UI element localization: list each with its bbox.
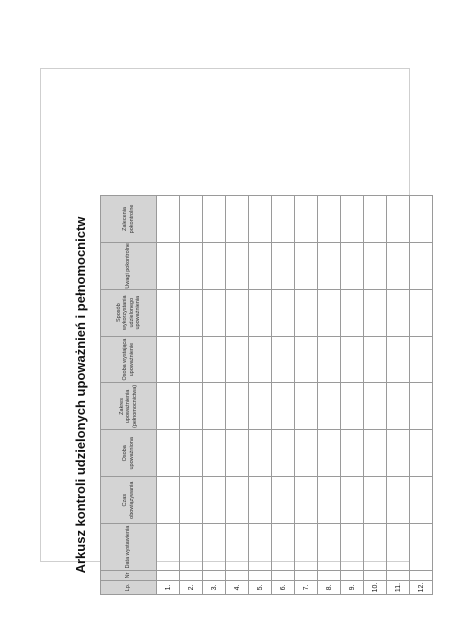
cell-uwagi[interactable] (341, 242, 364, 289)
header-row (101, 196, 157, 595)
cell-sposob[interactable] (157, 289, 180, 336)
cell-nr[interactable] (157, 571, 180, 581)
cell-wystawiajaca[interactable] (272, 336, 295, 383)
cell-wystawiajaca[interactable] (157, 336, 180, 383)
header-zalecenia-pokontrolne: Zalecenia pokontrolne (101, 196, 157, 243)
cell-uwagi[interactable] (295, 242, 318, 289)
cell-uwagi[interactable] (387, 242, 410, 289)
cell-sposob[interactable] (203, 289, 226, 336)
table-row (364, 196, 387, 595)
cell-osoba[interactable] (387, 430, 410, 477)
cell-uwagi[interactable] (249, 242, 272, 289)
row-number: 4. (226, 581, 249, 595)
cell-czas[interactable] (387, 477, 410, 524)
cell-czas[interactable] (157, 477, 180, 524)
cell-data[interactable] (295, 524, 318, 571)
cell-data[interactable] (364, 524, 387, 571)
cell-uwagi[interactable] (180, 242, 203, 289)
cell-data[interactable] (226, 524, 249, 571)
cell-czas[interactable] (249, 477, 272, 524)
cell-zalecenia[interactable] (341, 196, 364, 243)
cell-uwagi[interactable] (272, 242, 295, 289)
cell-osoba[interactable] (295, 430, 318, 477)
cell-wystawiajaca[interactable] (226, 336, 249, 383)
cell-zakres[interactable] (318, 383, 341, 430)
cell-czas[interactable] (203, 477, 226, 524)
row-number: 1. (157, 581, 180, 595)
cell-sposob[interactable] (341, 289, 364, 336)
cell-uwagi[interactable] (157, 242, 180, 289)
table-row (295, 196, 318, 595)
cell-zakres[interactable] (180, 383, 203, 430)
cell-zalecenia[interactable] (387, 196, 410, 243)
row-number: 12. (410, 581, 433, 595)
row-number: 9. (341, 581, 364, 595)
cell-wystawiajaca[interactable] (295, 336, 318, 383)
cell-osoba[interactable] (157, 430, 180, 477)
cell-data[interactable] (272, 524, 295, 571)
header-czas-obowiazywania: Czas obowiązywania (101, 477, 157, 524)
cell-zalecenia[interactable] (157, 196, 180, 243)
cell-czas[interactable] (226, 477, 249, 524)
cell-zalecenia[interactable] (295, 196, 318, 243)
cell-nr[interactable] (387, 571, 410, 581)
cell-zakres[interactable] (203, 383, 226, 430)
cell-czas[interactable] (295, 477, 318, 524)
header-osoba-upowazniona: Osoba upoważniona (101, 430, 157, 477)
cell-wystawiajaca[interactable] (318, 336, 341, 383)
cell-nr[interactable] (249, 571, 272, 581)
cell-nr[interactable] (203, 571, 226, 581)
cell-czas[interactable] (180, 477, 203, 524)
cell-nr[interactable] (272, 571, 295, 581)
table-row (157, 196, 180, 595)
header-uwagi-pokontrolne: Uwagi pokontrolne (101, 242, 157, 289)
cell-wystawiajaca[interactable] (410, 336, 433, 383)
cell-data[interactable] (387, 524, 410, 571)
cell-osoba[interactable] (203, 430, 226, 477)
cell-zalecenia[interactable] (318, 196, 341, 243)
cell-zalecenia[interactable] (203, 196, 226, 243)
cell-osoba[interactable] (226, 430, 249, 477)
cell-data[interactable] (318, 524, 341, 571)
cell-osoba[interactable] (318, 430, 341, 477)
document-title: Arkusz kontroli udzielonych upoważnień i pełnomocnictw (73, 216, 88, 574)
cell-zalecenia[interactable] (364, 196, 387, 243)
cell-uwagi[interactable] (226, 242, 249, 289)
cell-data[interactable] (157, 524, 180, 571)
cell-zakres[interactable] (410, 383, 433, 430)
cell-wystawiajaca[interactable] (341, 336, 364, 383)
document-page (40, 68, 425, 593)
row-number: 10. (364, 581, 387, 595)
cell-wystawiajaca[interactable] (387, 336, 410, 383)
table-row (203, 196, 226, 595)
cell-czas[interactable] (341, 477, 364, 524)
rotated-sheet (70, 195, 426, 595)
cell-osoba[interactable] (410, 430, 433, 477)
cell-zakres[interactable] (364, 383, 387, 430)
cell-data[interactable] (341, 524, 364, 571)
cell-sposob[interactable] (318, 289, 341, 336)
cell-zalecenia[interactable] (410, 196, 433, 243)
cell-nr[interactable] (226, 571, 249, 581)
header-zakres-upowaznienia: Zakres upoważnienia (pełnomocnictwa) (101, 383, 157, 430)
row-number: 2. (180, 581, 203, 595)
cell-zalecenia[interactable] (180, 196, 203, 243)
header-data-wystawienia: Data wystawienia (101, 524, 157, 571)
row-number: 3. (203, 581, 226, 595)
header-sposob-wykorzystania: Sposób wykorzystania udzielonego upoważnienia (101, 289, 157, 336)
header-nr: Nr (101, 571, 157, 581)
cell-zalecenia[interactable] (249, 196, 272, 243)
cell-zakres[interactable] (157, 383, 180, 430)
cell-sposob[interactable] (387, 289, 410, 336)
cell-czas[interactable] (318, 477, 341, 524)
cell-zalecenia[interactable] (272, 196, 295, 243)
row-number: 7. (295, 581, 318, 595)
cell-osoba[interactable] (180, 430, 203, 477)
cell-nr[interactable] (318, 571, 341, 581)
cell-nr[interactable] (180, 571, 203, 581)
cell-nr[interactable] (341, 571, 364, 581)
cell-czas[interactable] (272, 477, 295, 524)
cell-sposob[interactable] (410, 289, 433, 336)
cell-zakres[interactable] (249, 383, 272, 430)
cell-wystawiajaca[interactable] (249, 336, 272, 383)
row-number: 5. (249, 581, 272, 595)
table-row (226, 196, 249, 595)
cell-sposob[interactable] (180, 289, 203, 336)
cell-sposob[interactable] (295, 289, 318, 336)
cell-nr[interactable] (410, 571, 433, 581)
cell-sposob[interactable] (226, 289, 249, 336)
cell-uwagi[interactable] (364, 242, 387, 289)
table-row (180, 196, 203, 595)
table-row (341, 196, 364, 595)
cell-zakres[interactable] (226, 383, 249, 430)
control-table (100, 195, 433, 595)
table-row (387, 196, 410, 595)
cell-zakres[interactable] (295, 383, 318, 430)
cell-sposob[interactable] (249, 289, 272, 336)
cell-osoba[interactable] (272, 430, 295, 477)
cell-zakres[interactable] (272, 383, 295, 430)
cell-zakres[interactable] (387, 383, 410, 430)
row-number: 6. (272, 581, 295, 595)
cell-data[interactable] (180, 524, 203, 571)
header-osoba-wystajaca: Osoba wystająca upoważnienie (101, 336, 157, 383)
header-lp: Lp. (101, 581, 157, 595)
table-body (157, 196, 433, 595)
cell-data[interactable] (203, 524, 226, 571)
cell-nr[interactable] (364, 571, 387, 581)
cell-wystawiajaca[interactable] (364, 336, 387, 383)
cell-czas[interactable] (364, 477, 387, 524)
cell-data[interactable] (410, 524, 433, 571)
cell-wystawiajaca[interactable] (180, 336, 203, 383)
cell-uwagi[interactable] (410, 242, 433, 289)
cell-uwagi[interactable] (318, 242, 341, 289)
cell-sposob[interactable] (364, 289, 387, 336)
cell-zalecenia[interactable] (226, 196, 249, 243)
cell-nr[interactable] (295, 571, 318, 581)
cell-osoba[interactable] (249, 430, 272, 477)
cell-czas[interactable] (410, 477, 433, 524)
cell-osoba[interactable] (364, 430, 387, 477)
table-row (272, 196, 295, 595)
cell-sposob[interactable] (272, 289, 295, 336)
table-row (410, 196, 433, 595)
table-row (249, 196, 272, 595)
table-row (318, 196, 341, 595)
cell-osoba[interactable] (341, 430, 364, 477)
row-number: 8. (318, 581, 341, 595)
row-number: 11. (387, 581, 410, 595)
cell-uwagi[interactable] (203, 242, 226, 289)
cell-data[interactable] (249, 524, 272, 571)
cell-zakres[interactable] (341, 383, 364, 430)
cell-wystawiajaca[interactable] (203, 336, 226, 383)
